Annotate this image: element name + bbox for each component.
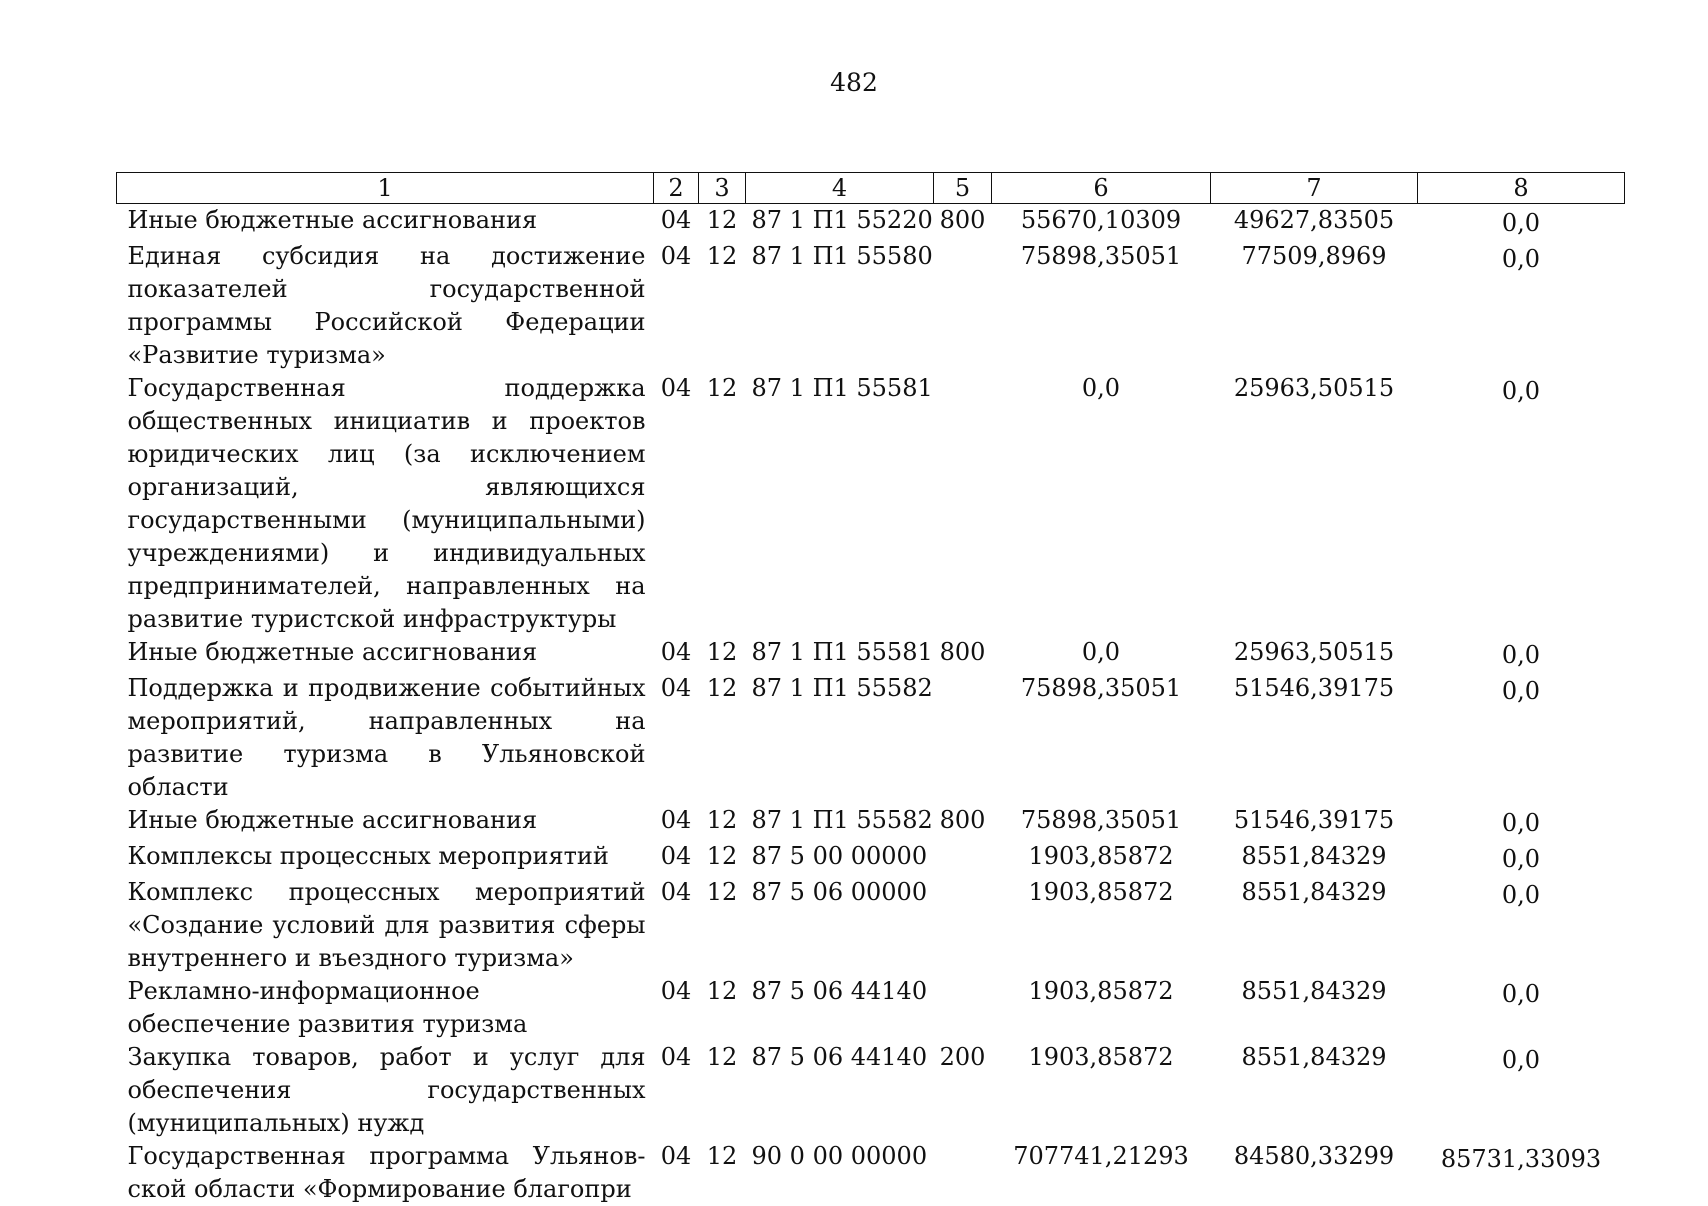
row-expense-type [934,1140,992,1206]
row-amount-6: 75898,35051 [1020,242,1182,270]
row-amount-6: 1903,85872 [1028,977,1174,1005]
header-col-3: 3 [699,173,746,204]
table-row [117,1140,1625,1206]
row-name: Единая субсидия на достижение показателей государственной программы Российской Федерации «Развитие туризма» [127,242,646,369]
header-col-4: 4 [746,173,934,204]
table-row [117,1041,1625,1140]
row-subsection: 12 [706,806,738,834]
row-amount-7: 8551,84329 [1241,878,1387,906]
row-amount-8: 0,0 [1501,245,1541,273]
row-amount-6: 707741,21293 [1013,1142,1189,1170]
row-amount-8: 0,0 [1501,209,1541,237]
row-amount-8: 0,0 [1501,809,1541,837]
row-amount-6: 1903,85872 [1028,1043,1174,1071]
row-amount-7: 84580,33299 [1233,1142,1395,1170]
row-amount-6: 0,0 [1081,374,1121,402]
row-amount-8: 0,0 [1501,845,1541,873]
header-col-7: 7 [1211,173,1418,204]
row-name: Иные бюджетные ассигнования [127,638,538,666]
table-row [117,372,1625,636]
row-section: 04 [660,242,692,270]
row-target-code: 87 1 П1 55580 [751,242,933,270]
table-row [117,804,1625,840]
row-target-code: 87 5 00 00000 [751,842,928,870]
row-amount-8: 0,0 [1501,377,1541,405]
row-amount-8: 0,0 [1501,677,1541,705]
row-expense-type [934,876,992,975]
header-col-5: 5 [934,173,992,204]
row-amount-6: 55670,10309 [1020,206,1182,234]
row-subsection: 12 [706,374,738,402]
row-expense-type [934,975,992,1041]
row-section: 04 [660,374,692,402]
row-target-code: 90 0 00 00000 [751,1142,928,1170]
row-amount-8: 85731,33093 [1440,1145,1602,1173]
row-name: Поддержка и продвижение событийных мероприятий, направленных на развитие туризма в Ульяновской области [127,674,646,801]
row-amount-7: 8551,84329 [1241,842,1387,870]
row-section: 04 [660,638,692,666]
row-expense-type [934,840,992,876]
row-section: 04 [660,842,692,870]
row-section: 04 [660,878,692,906]
row-amount-8: 0,0 [1501,980,1541,1008]
row-subsection: 12 [706,878,738,906]
row-target-code: 87 5 06 44140 [751,1043,928,1071]
row-amount-7: 25963,50515 [1233,638,1395,666]
row-section: 04 [660,1043,692,1071]
row-amount-6: 1903,85872 [1028,842,1174,870]
row-amount-7: 49627,83505 [1233,206,1395,234]
row-amount-8: 0,0 [1501,881,1541,909]
row-subsection: 12 [706,638,738,666]
row-amount-7: 51546,39175 [1233,674,1395,702]
page-number: 482 [830,68,878,97]
row-amount-6: 75898,35051 [1020,806,1182,834]
header-col-1: 1 [117,173,654,204]
table-row [117,840,1625,876]
table-row [117,636,1625,672]
row-target-code: 87 5 06 00000 [751,878,928,906]
row-expense-type: 800 [939,206,986,234]
row-target-code: 87 1 П1 55581 [751,638,933,666]
row-section: 04 [660,1142,692,1170]
row-subsection: 12 [706,242,738,270]
table-header [117,173,1625,204]
row-name: Государственная программа Ульяновской области «Формирование благопри [127,1142,646,1203]
row-amount-7: 8551,84329 [1241,977,1387,1005]
row-amount-7: 51546,39175 [1233,806,1395,834]
table-row [117,672,1625,804]
row-subsection: 12 [706,674,738,702]
header-col-6: 6 [992,173,1211,204]
row-name: Комплекс процессных мероприятий «Создание условий для развития сферы внутреннего и въездного туризма» [127,878,646,972]
row-amount-7: 8551,84329 [1241,1043,1387,1071]
row-subsection: 12 [706,842,738,870]
row-expense-type: 800 [939,806,986,834]
row-name: Иные бюджетные ассигнования [127,806,538,834]
row-section: 04 [660,806,692,834]
row-expense-type [934,240,992,372]
row-amount-6: 1903,85872 [1028,878,1174,906]
row-target-code: 87 1 П1 55582 [751,806,933,834]
row-name: Рекламно-информационное обеспечение развития туризма [127,977,528,1038]
row-subsection: 12 [706,1043,738,1071]
row-amount-8: 0,0 [1501,641,1541,669]
row-name: Иные бюджетные ассигнования [127,206,538,234]
row-section: 04 [660,977,692,1005]
row-section: 04 [660,674,692,702]
row-expense-type [934,672,992,804]
row-target-code: 87 5 06 44140 [751,977,928,1005]
table-row [117,975,1625,1041]
table-row [117,204,1625,241]
row-name: Комплексы процессных мероприятий [127,842,609,870]
budget-table [116,172,1625,1206]
row-expense-type: 800 [939,638,986,666]
row-name: Государственная поддержка общественных инициатив и проектов юридических лиц (за исключением организаций, являющихся государственными (муниципальными) учреждениями) и индивидуальных предпринимателей, направленных на развитие туристской инфраструктуры [127,374,646,633]
row-expense-type [934,372,992,636]
row-target-code: 87 1 П1 55581 [751,374,933,402]
header-col-2: 2 [654,173,699,204]
row-section: 04 [660,206,692,234]
row-subsection: 12 [706,1142,738,1170]
row-amount-6: 0,0 [1081,638,1121,666]
table-row [117,240,1625,372]
row-name: Закупка товаров, работ и услуг для обеспечения государственных (муниципальных) нужд [127,1043,646,1137]
row-amount-6: 75898,35051 [1020,674,1182,702]
row-amount-7: 77509,8969 [1241,242,1387,270]
row-amount-7: 25963,50515 [1233,374,1395,402]
row-expense-type: 200 [939,1043,986,1071]
row-subsection: 12 [706,206,738,234]
header-col-8: 8 [1418,173,1625,204]
row-amount-8: 0,0 [1501,1046,1541,1074]
table-row [117,876,1625,975]
row-target-code: 87 1 П1 55220 [751,206,933,234]
row-target-code: 87 1 П1 55582 [751,674,933,702]
row-subsection: 12 [706,977,738,1005]
